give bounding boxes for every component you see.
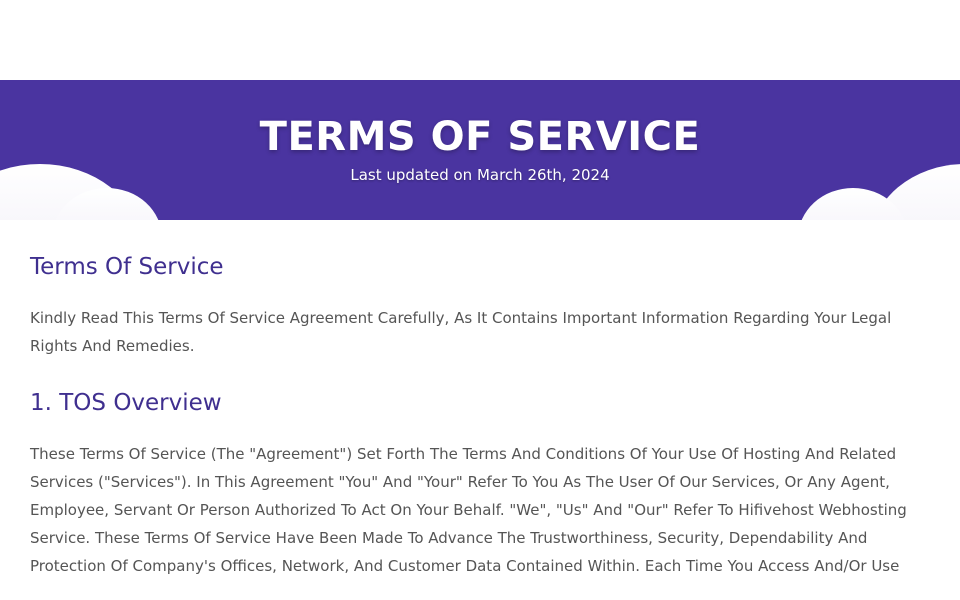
top-header-bar	[0, 0, 960, 80]
terms-content	[0, 220, 960, 580]
page-title: TERMS OF SERVICE	[259, 114, 701, 160]
hero-banner	[0, 80, 960, 220]
section-heading-overview: 1. TOS Overview	[30, 390, 222, 416]
last-updated-text: Last updated on March 26th, 2024	[350, 166, 610, 184]
section-body-overview: These Terms Of Service (The "Agreement") Set Forth The Terms And Conditions Of Your Use Of Hosting And Related Services ("Services"). In This Agreement "You" And "Your" Refer To You As The User Of Our Services, Or Any Agent, Employee, Servant Or Person Authorized To Act On Your Behalf. "We", "Us" And "Our" Refer To Hifivehost Webhosting Service. These Terms Of Service Have Been Made To Advance The Trustworthiness, Security, Dependability And Protection Of Company's Offices, Network, And Customer Data Contained Within. Each Time You Access And/Or Use	[30, 445, 907, 575]
section-heading-terms: Terms Of Service	[30, 254, 224, 280]
section-body-terms: Kindly Read This Terms Of Service Agreement Carefully, As It Contains Important Information Regarding Your Legal Rights And Remedies.	[30, 309, 892, 355]
